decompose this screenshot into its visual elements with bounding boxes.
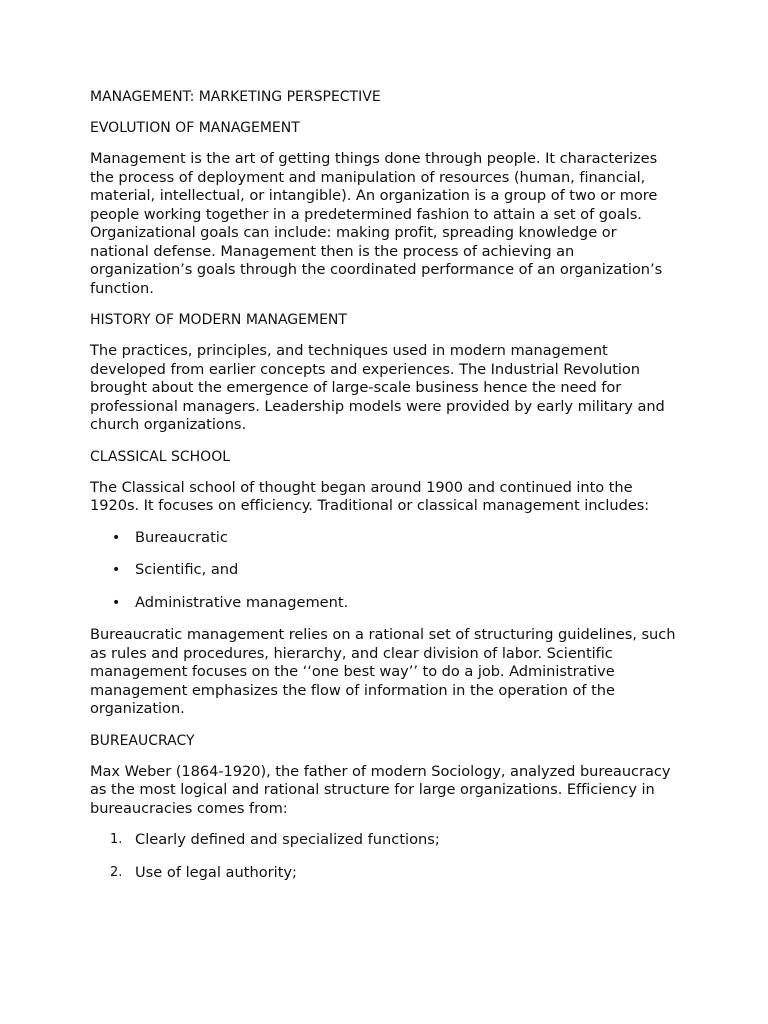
list-item: [90, 594, 678, 613]
list-item: [90, 529, 678, 548]
list-number: 1.: [110, 832, 123, 847]
bullet-icon: •: [112, 529, 121, 546]
bullet-icon: •: [112, 562, 121, 578]
document-title: MANAGEMENT: MARKETING PERSPECTIVE: [90, 89, 381, 105]
list-item: [90, 561, 678, 580]
bureaucracy-numbered-list: [90, 831, 678, 882]
paragraph-evolution: Management is the art of getting things done through people. It characterizes the process of deployment and manipulation of resources (human, financial, material, intellectual, or intangible). An organization is a group of two or more people working together in a predetermined fashion to attain a set of goals. Organizational goals can include: making profit, spreading knowledge or national defense. Management then is the process of achieving an organization’s goals through the coordinated performance of an organization’s function.: [90, 150, 663, 297]
paragraph-history: The practices, principles, and techniques used in modern management developed from earlier concepts and experiences. The Industrial Revolution brought about the emergence of large-scale business hence the need for professional managers. Leadership models were provided by early military and church organizations.: [90, 342, 665, 433]
classical-bullet-list: [90, 529, 678, 613]
section-heading-history: HISTORY OF MODERN MANAGEMENT: [90, 312, 347, 328]
list-item-text: Administrative management.: [135, 593, 349, 611]
list-item-text: Use of legal authority;: [135, 863, 297, 881]
section-heading-bureaucracy: BUREAUCRACY: [90, 732, 195, 749]
bullet-icon: •: [112, 594, 121, 611]
list-item: [90, 831, 678, 850]
paragraph-classical: The Classical school of thought began around 1900 and continued into the 1920s. It focuses on efficiency. Traditional or classical management includes:: [90, 478, 650, 514]
paragraph-bureaucracy: Max Weber (1864-1920), the father of modern Sociology, analyzed bureaucracy as the most logical and rational structure for large organizations. Efficiency in bureaucracies comes from:: [90, 762, 671, 817]
paragraph-classical-detail: Bureaucratic management relies on a rational set of structuring guidelines, such as rules and procedures, hierarchy, and clear division of labor. Scientific management focuses on the ‘‘one best way’’ to do a job. Administrative management emphasizes the flow of information in the operation of the organization.: [90, 626, 676, 717]
section-heading-evolution: EVOLUTION OF MANAGEMENT: [90, 120, 300, 136]
list-item: [90, 864, 678, 883]
section-heading-classical: CLASSICAL SCHOOL: [90, 448, 231, 465]
list-item-text: Scientific, and: [135, 561, 239, 578]
list-item-text: Clearly defined and specialized functions;: [135, 831, 440, 848]
list-number: 2.: [110, 864, 123, 880]
list-item-text: Bureaucratic: [135, 528, 228, 546]
